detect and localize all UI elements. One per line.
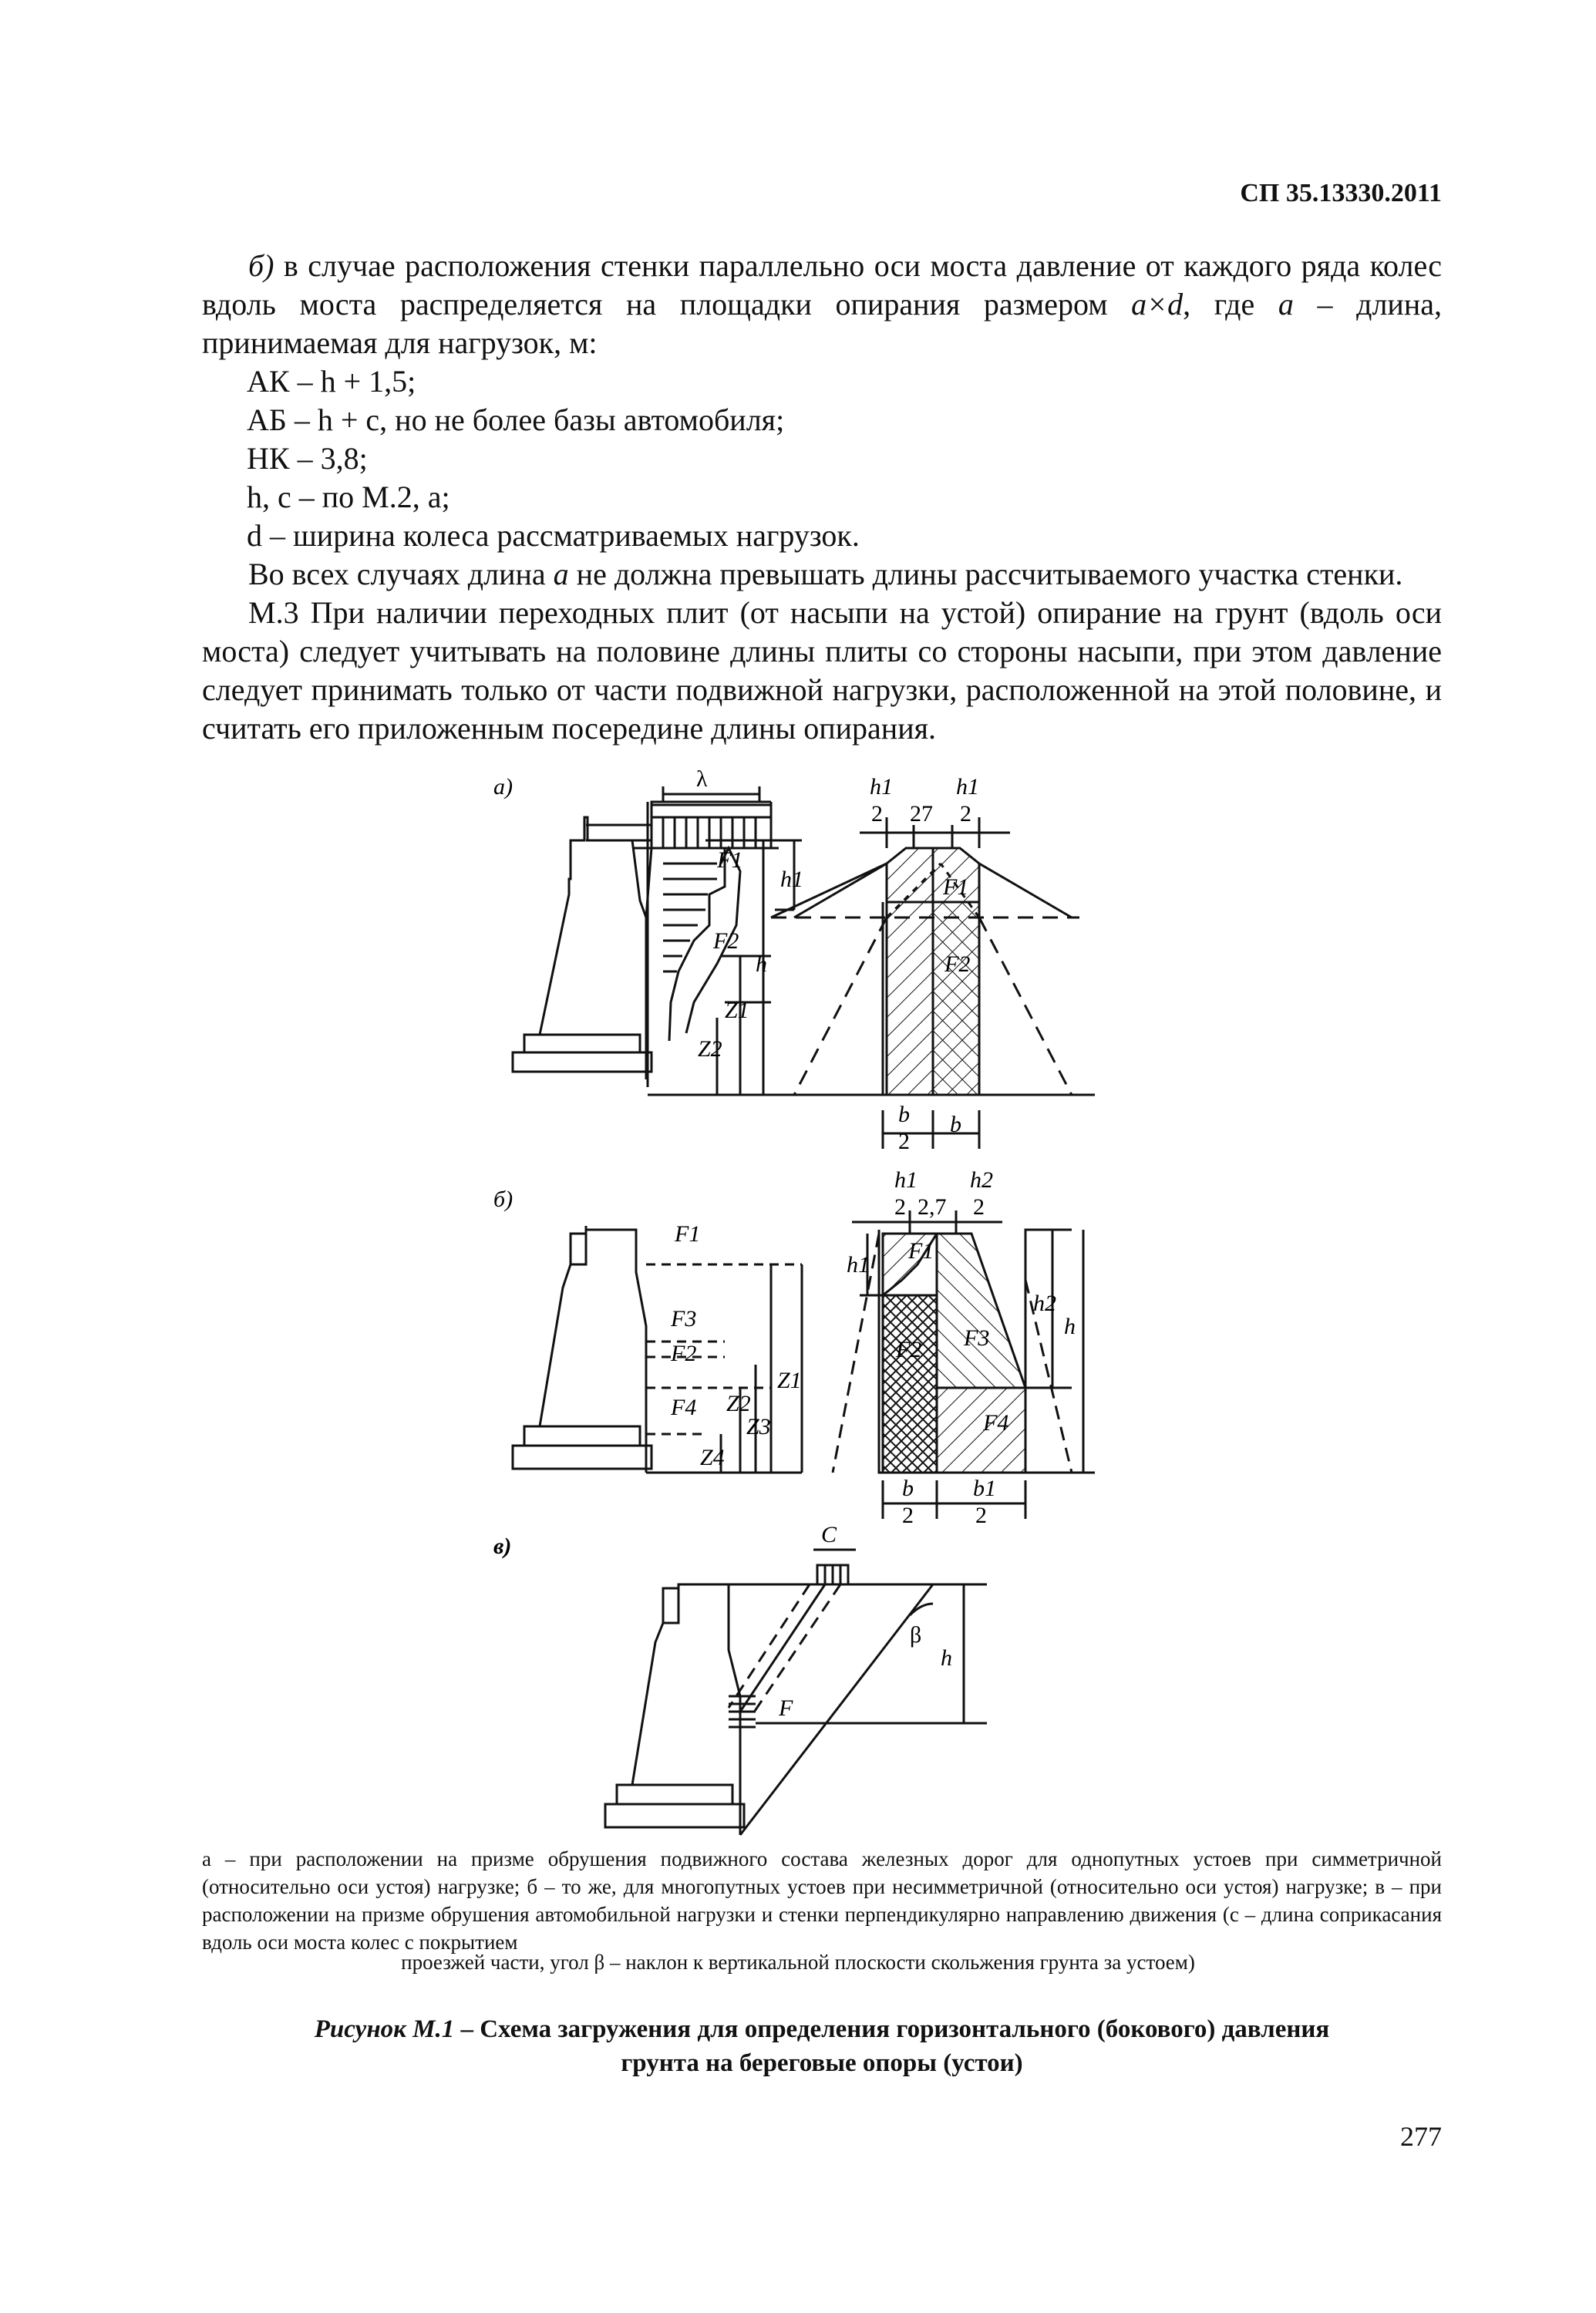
item-label: б)	[248, 248, 274, 283]
fig-a-Z2: Z2	[698, 1036, 722, 1062]
list-item: АБ – h + c, но не более базы автомобиля;	[247, 402, 785, 437]
fig-b-rh: h	[1064, 1314, 1076, 1339]
fig-a-h: h	[756, 951, 767, 977]
fig-b-top-2b: 2	[973, 1194, 985, 1220]
fig-b-b-num: b	[902, 1476, 914, 1501]
figure-legend-last-line: проезжей части, угол β – наклон к вертикальной плоскости скольжения грунта за устоем)	[401, 1951, 1195, 1974]
fig-a-h1: h1	[780, 867, 803, 892]
document-code: СП 35.13330.2011	[1240, 179, 1442, 207]
fig-a-top-h1-left: h1	[870, 774, 893, 800]
fig-a-F2: F2	[713, 928, 739, 954]
caption-line2: грунта на береговые опоры (устои)	[621, 2049, 1023, 2077]
fig-b-top-2a: 2	[894, 1194, 906, 1220]
fig-b-F2: F2	[671, 1341, 697, 1366]
fig-b-b1-num: b1	[973, 1476, 996, 1501]
fig-a-load	[632, 802, 779, 1041]
fig-b-top-h2: h2	[970, 1167, 993, 1193]
paragraph-b: б) в случае расположения стенки параллельно оси моста давление от каждого ряда колес вдоль моста распределяется на площадки опирания размером a×d, где a – длина, принимаемая для нагрузок, м:	[202, 248, 1442, 360]
fig-c-abutment	[605, 1550, 987, 1835]
page-number: 277	[1400, 2121, 1442, 2152]
fig-c-h: h	[941, 1645, 952, 1671]
fig-b-rF1: F1	[908, 1238, 934, 1264]
fig-a-Z1: Z1	[725, 998, 749, 1023]
fig-a-b: b	[950, 1112, 961, 1137]
fig-a-label: а)	[493, 774, 513, 800]
fig-c-beta: β	[910, 1622, 922, 1648]
figure-legend: а – при расположении на призме обрушения подвижного состава железных дорог для однопутных устоев при симметричной (относительно оси устоя) нагрузке; б – то же, для многопутных устоев при несимметричной (относительно оси устоя) нагрузке; в – при расположении на призме обрушения автомобильной нагрузки и стенки перпендикулярно направлению движения (с – длина соприкасания вдоль оси моста колес с покрытием	[202, 1847, 1442, 1954]
fig-b-b1-den: 2	[975, 1503, 987, 1528]
fig-b-prism	[833, 1210, 1095, 1519]
fig-a-b2-num: b	[898, 1102, 910, 1127]
fig-b-label: б)	[493, 1187, 513, 1212]
fig-b-rF2: F2	[896, 1337, 922, 1362]
fig-b-rF4: F4	[983, 1410, 1009, 1436]
fig-c-C: C	[821, 1522, 837, 1547]
fig-a-lambda: λ	[696, 766, 708, 792]
fig-a-prism	[771, 817, 1079, 1149]
fig-b-top-27: 2,7	[918, 1194, 947, 1220]
fig-b-F4: F4	[671, 1395, 697, 1420]
caption-label: Рисунок М.1	[314, 2015, 455, 2043]
paragraph-m3: М.3 При наличии переходных плит (от насыпи на устой) опирание на грунт (вдоль оси моста) следует учитывать на половине длины плиты со стороны насыпи, при этом давление следует принимать только от части подвижной нагрузки, расположенной на этой половине, и считать его приложенным посередине длины опирания.	[202, 595, 1442, 746]
fig-b-F1: F1	[675, 1221, 701, 1247]
fig-a-rF2: F2	[944, 951, 971, 977]
fig-b-Z4: Z4	[700, 1445, 725, 1470]
fig-a-rF1: F1	[943, 874, 969, 900]
caption-line1: Схема загружения для определения горизонтального (бокового) давления	[480, 2015, 1330, 2043]
fig-a-top-27: 27	[910, 801, 933, 827]
fig-b-b-den: 2	[902, 1503, 914, 1528]
fig-b-rh1: h1	[847, 1252, 870, 1278]
fig-b-Z2: Z2	[726, 1391, 751, 1416]
paragraph-all-cases: Во всех случаях длина a не должна превышать длины рассчитываемого участка стенки.	[248, 557, 1403, 591]
list-item: АК – h + 1,5;	[247, 364, 416, 399]
fig-a-top-2-right: 2	[960, 801, 971, 827]
fig-c-label: в)	[493, 1534, 512, 1559]
fig-a-b2-den: 2	[898, 1129, 910, 1154]
list-item: d – ширина колеса рассматриваемых нагрузок.	[247, 518, 860, 553]
fig-a-top-2-left: 2	[871, 801, 883, 827]
fig-b-rF3: F3	[964, 1325, 990, 1351]
fig-a-F1: F1	[717, 847, 743, 873]
fig-c-F: F	[779, 1695, 793, 1721]
list-item: h, c – по М.2, a;	[247, 480, 450, 514]
list-item: НК – 3,8;	[247, 441, 368, 476]
fig-a-top-h1-right: h1	[956, 774, 979, 800]
fig-b-Z3: Z3	[746, 1414, 771, 1439]
figure-caption: Рисунок М.1 – Схема загружения для определения горизонтального (бокового) давления грунта на береговые опоры (устои)	[202, 2012, 1442, 2080]
fig-b-rh2: h2	[1033, 1291, 1056, 1316]
fig-b-top-h1: h1	[894, 1167, 918, 1193]
fig-b-F3: F3	[671, 1306, 697, 1332]
fig-b-Z1: Z1	[777, 1368, 802, 1393]
